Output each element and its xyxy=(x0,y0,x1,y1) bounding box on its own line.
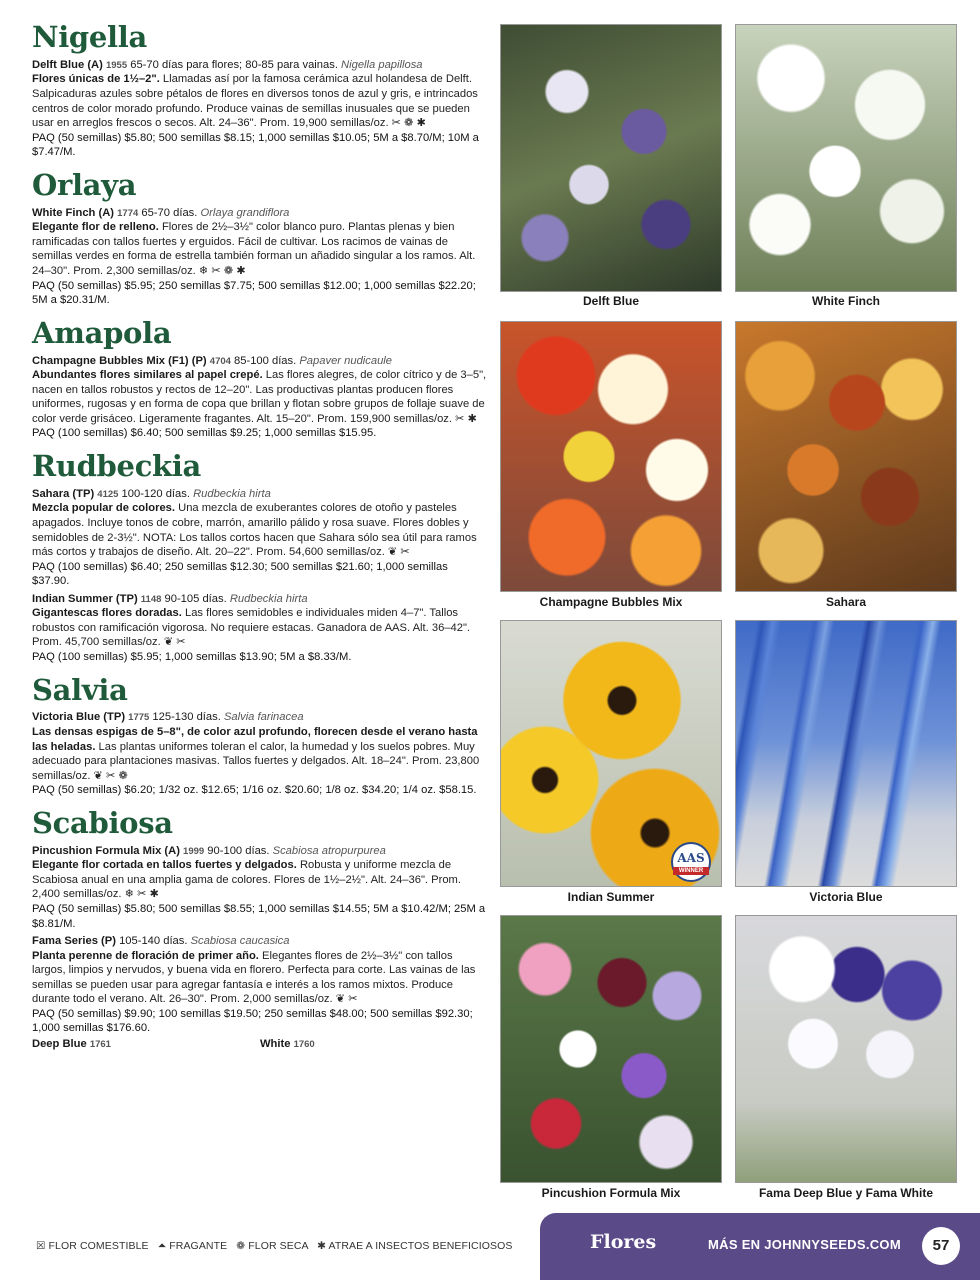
description: Una mezcla de exuberantes colores de otoño y pasteles apagados. Incluye tonos de cobre, marrón, amarillo pálido y rosa suave. Flores dobles y semidobles de 2-3½". NOTA: Los tallos cortos hacen que Sahara sólo sea útil para ramos más cortos y trabajos de diseño. Alt. 20–22". Prom. 54,600 semillas/oz. ❦ ✂ xyxy=(32,502,477,559)
subvariety xyxy=(260,1037,488,1052)
photo-caption: Fama Deep Blue y Fama White xyxy=(758,1186,934,1200)
product-code: 1774 xyxy=(117,207,139,219)
lead-text: Flores únicas de 1½–2". xyxy=(32,73,160,86)
latin-name: Orlaya grandiflora xyxy=(200,206,290,219)
price-list: PAQ (100 semillas) $6.40; 500 semillas $9.25; 1,000 semillas $15.95. xyxy=(32,427,377,440)
section-rudbeckia xyxy=(32,448,488,665)
variety-entry xyxy=(32,58,488,160)
legend-label: FLOR SECA xyxy=(248,1240,309,1252)
lead-text: Planta perenne de floración de primer año. xyxy=(32,949,259,962)
latin-name: Salvia farinacea xyxy=(223,711,304,724)
variety-entry xyxy=(32,206,488,308)
price-list: PAQ (100 semillas) $6.40; 250 semillas $12.30; 500 semillas $21.60; 1,000 semillas $37.90. xyxy=(32,560,448,588)
latin-name: Rudbeckia hirta xyxy=(193,487,271,500)
price-list: PAQ (50 semillas) $9.90; 100 semillas $19.50; 250 semillas $48.00; 500 semillas $92.30; 1,000 semillas $176.60. xyxy=(32,1007,473,1035)
photo-caption: White Finch xyxy=(812,294,880,308)
legend-label: FRAGANTE xyxy=(169,1240,228,1252)
description: Elegantes flores de 2½–3½" con tallos largos, limpios y nervudos, y buena vida en florero. Perfecta para corte. Las vainas de las semillas se pueden usar para agregar fantasía e interés a los ramos mixtos. Produce durante todo el verano. Alt. 26–30". Prom. 2,000 semillas/oz. ❦ ✂ xyxy=(32,949,476,1006)
photo-white-finch xyxy=(735,24,957,292)
latin-name: Nigella papillosa xyxy=(341,58,423,71)
days-to-maturity: 85-100 días. xyxy=(234,354,297,367)
footer-bar xyxy=(540,1213,980,1280)
description: Flores de 2½–3½" color blanco puro. Plantas plenas y bien ramificadas con tallos fuertes y erguidos. Fácil de cultivar. Los racimos de vainas de semillas verdes en forma de estrella también forman un añadido singular a los ramos. Alt. 24–30". Prom. 2,300 semillas/oz. ❄ ✂ ❁ ✱ xyxy=(32,221,476,277)
price-list: PAQ (50 semillas) $6.20; 1/32 oz. $12.65; 1/16 oz. $20.60; 1/8 oz. $34.20; 1/4 oz. $58.15. xyxy=(32,784,477,797)
variety-entry xyxy=(32,592,488,665)
lead-text: Elegante flor de relleno. xyxy=(32,221,159,234)
description: Las flores alegres, de color cítrico y de 3–5", nacen en tallos robustos y rectos de 12–20". Las productivas plantas producen flores uniformes, rugosas y en forma de copa que brillan y flotan sobre grupos de follaje suave de color verde grisáceo. Ligeramente fragantes. Alt. 15–20". Prom. 159,900 semillas/oz. ✂ ✱ xyxy=(32,369,487,425)
lead-text: Gigantescas flores doradas. xyxy=(32,607,182,620)
days-to-maturity: 105-140 días. xyxy=(119,935,188,948)
photo-delft-blue xyxy=(500,24,722,292)
subvariety-name: Deep Blue xyxy=(32,1038,87,1051)
variety-entry xyxy=(32,710,488,797)
badge-bottom-text: WINNER xyxy=(673,867,709,875)
variety-name: Victoria Blue (TP) xyxy=(32,711,126,724)
legend-label: ATRAE A INSECTOS BENEFICIOSOS xyxy=(328,1240,513,1252)
photo-caption: Indian Summer xyxy=(567,890,655,904)
product-code: 1775 xyxy=(128,712,150,724)
section-amapola xyxy=(32,315,488,441)
product-code: 4125 xyxy=(97,488,119,500)
catalog-text-column xyxy=(32,22,488,1062)
legend-label: FLOR COMESTIBLE xyxy=(48,1240,149,1252)
days-to-maturity: 90-105 días. xyxy=(164,592,227,605)
section-nigella xyxy=(32,22,488,160)
lead-text: Mezcla popular de colores. xyxy=(32,502,175,515)
variety-name: Delft Blue (A) xyxy=(32,58,103,71)
variety-entry xyxy=(32,934,488,1052)
icon-legend xyxy=(36,1240,512,1253)
photo-pincushion-formula-mix xyxy=(500,915,722,1183)
page-number: 57 xyxy=(922,1227,960,1265)
variety-name: White Finch (A) xyxy=(32,206,115,219)
photo-caption: Victoria Blue xyxy=(809,890,883,904)
days-to-maturity: 100-120 días. xyxy=(121,487,190,500)
description: Las flores semidobles e individuales miden 4–7". Tallos robustos con ramificación vigorosa. No requiere estacas. Ganadora de AAS. Alt. 36–42". Prom. 45,700 semillas/oz. ❦ ✂ xyxy=(32,607,471,649)
price-list: PAQ (50 semillas) $5.80; 500 semillas $8.15; 1,000 semillas $10.05; 5M a $8.70/M; 10M a $7.47/M. xyxy=(32,131,479,159)
aas-winner-badge xyxy=(671,842,711,882)
price-list: PAQ (50 semillas) $5.80; 500 semillas $8.55; 1,000 semillas $14.55; 5M a $10.42/M; 25M a $8.81/M. xyxy=(32,902,486,930)
footer-section-name: Flores xyxy=(590,1231,657,1253)
edible-flower-icon: ☒ xyxy=(36,1240,46,1252)
subvariety-list xyxy=(32,1037,488,1052)
section-salvia xyxy=(32,672,488,798)
section-title: Scabiosa xyxy=(32,805,173,840)
latin-name: Scabiosa caucasica xyxy=(190,935,290,948)
variety-name: Fama Series (P) xyxy=(32,935,116,948)
photo-sahara xyxy=(735,321,957,592)
price-list: PAQ (100 semillas) $5.95; 1,000 semillas $13.90; 5M a $8.33/M. xyxy=(32,651,352,663)
description: Llamadas así por la famosa cerámica azul holandesa de Delft. Salpicaduras azules sobre pétalos de flores en diversos tonos de azul y gris, e intrincados centros de color morado profundo. Produce vainas de semillas inusuales que se pueden usar en arreglos frescos o secos. Alt. 24–36". Prom. 19,900 semillas/oz. ✂ ❁ ✱ xyxy=(32,73,478,130)
description: Robusta y uniforme mezcla de Scabiosa anual en una amplia gama de colores. Flores de 1½–2½". Alt. 24–36". Prom. 2,400 semillas/oz. ❄ ✂ ✱ xyxy=(32,859,461,901)
beneficial-insects-icon: ✱ xyxy=(317,1240,327,1252)
description: Las plantas uniformes toleran el calor, la humedad y los suelos pobres. Muy adecuado para plantaciones masivas. Tallos fuertes y delgados. Alt. 18–24". Prom. 23,800 semillas/oz. ❦ ✂ ❁ xyxy=(32,740,480,782)
photo-caption: Champagne Bubbles Mix xyxy=(539,595,683,609)
section-orlaya xyxy=(32,167,488,308)
days-to-maturity: 125-130 días. xyxy=(152,711,221,724)
latin-name: Scabiosa atropurpurea xyxy=(272,844,386,857)
subvariety xyxy=(32,1037,260,1052)
variety-entry xyxy=(32,354,488,441)
photo-indian-summer xyxy=(500,620,722,887)
lead-text: Las densas espigas de 5–8", de color azul profundo, florecen desde el verano hasta las heladas. xyxy=(32,726,478,753)
photo-champagne-bubbles-mix xyxy=(500,321,722,592)
photo-caption: Sahara xyxy=(825,595,867,609)
badge-top-text: AAS xyxy=(677,851,705,865)
photo-fama-deep-blue-and-white xyxy=(735,915,957,1183)
product-code: 1760 xyxy=(293,1039,315,1051)
section-title: Orlaya xyxy=(32,167,137,202)
lead-text: Abundantes flores similares al papel crepé. xyxy=(32,369,263,382)
product-code: 4704 xyxy=(209,355,231,367)
variety-name: Sahara (TP) xyxy=(32,487,95,500)
photo-caption: Delft Blue xyxy=(582,294,639,308)
subvariety-name: White xyxy=(260,1038,291,1051)
section-title: Nigella xyxy=(32,20,147,54)
latin-name: Rudbeckia hirta xyxy=(229,592,308,605)
variety-name: Indian Summer (TP) xyxy=(32,592,138,605)
section-title: Salvia xyxy=(32,672,128,707)
product-code: 1761 xyxy=(89,1039,111,1051)
product-code: 1955 xyxy=(105,59,128,71)
days-to-maturity: 65-70 días para flores; 80-85 para vainas. xyxy=(130,58,338,71)
variety-entry xyxy=(32,844,488,931)
footer-website-link[interactable]: MÁS EN JOHNNYSEEDS.COM xyxy=(708,1237,901,1252)
variety-entry xyxy=(32,487,488,589)
days-to-maturity: 65-70 días. xyxy=(141,206,198,219)
dried-flower-icon: ❁ xyxy=(236,1240,246,1252)
fragrant-icon: ⏶ xyxy=(157,1240,167,1252)
section-title: Rudbeckia xyxy=(32,448,202,483)
section-scabiosa xyxy=(32,805,488,1052)
latin-name: Papaver nudicaule xyxy=(299,354,393,367)
photo-caption: Pincushion Formula Mix xyxy=(541,1186,681,1200)
section-title: Amapola xyxy=(32,315,172,350)
photo-victoria-blue xyxy=(735,620,957,887)
variety-name: Champagne Bubbles Mix (F1) (P) xyxy=(32,354,207,367)
price-list: PAQ (50 semillas) $5.95; 250 semillas $7.75; 500 semillas $12.00; 1,000 semillas $22.20; 5M a $20.31/M. xyxy=(32,279,476,307)
product-code: 1148 xyxy=(140,593,162,605)
variety-name: Pincushion Formula Mix (A) xyxy=(32,844,180,857)
lead-text: Elegante flor cortada en tallos fuertes y delgados. xyxy=(32,859,297,872)
product-code: 1999 xyxy=(183,845,205,857)
days-to-maturity: 90-100 días. xyxy=(207,844,270,857)
